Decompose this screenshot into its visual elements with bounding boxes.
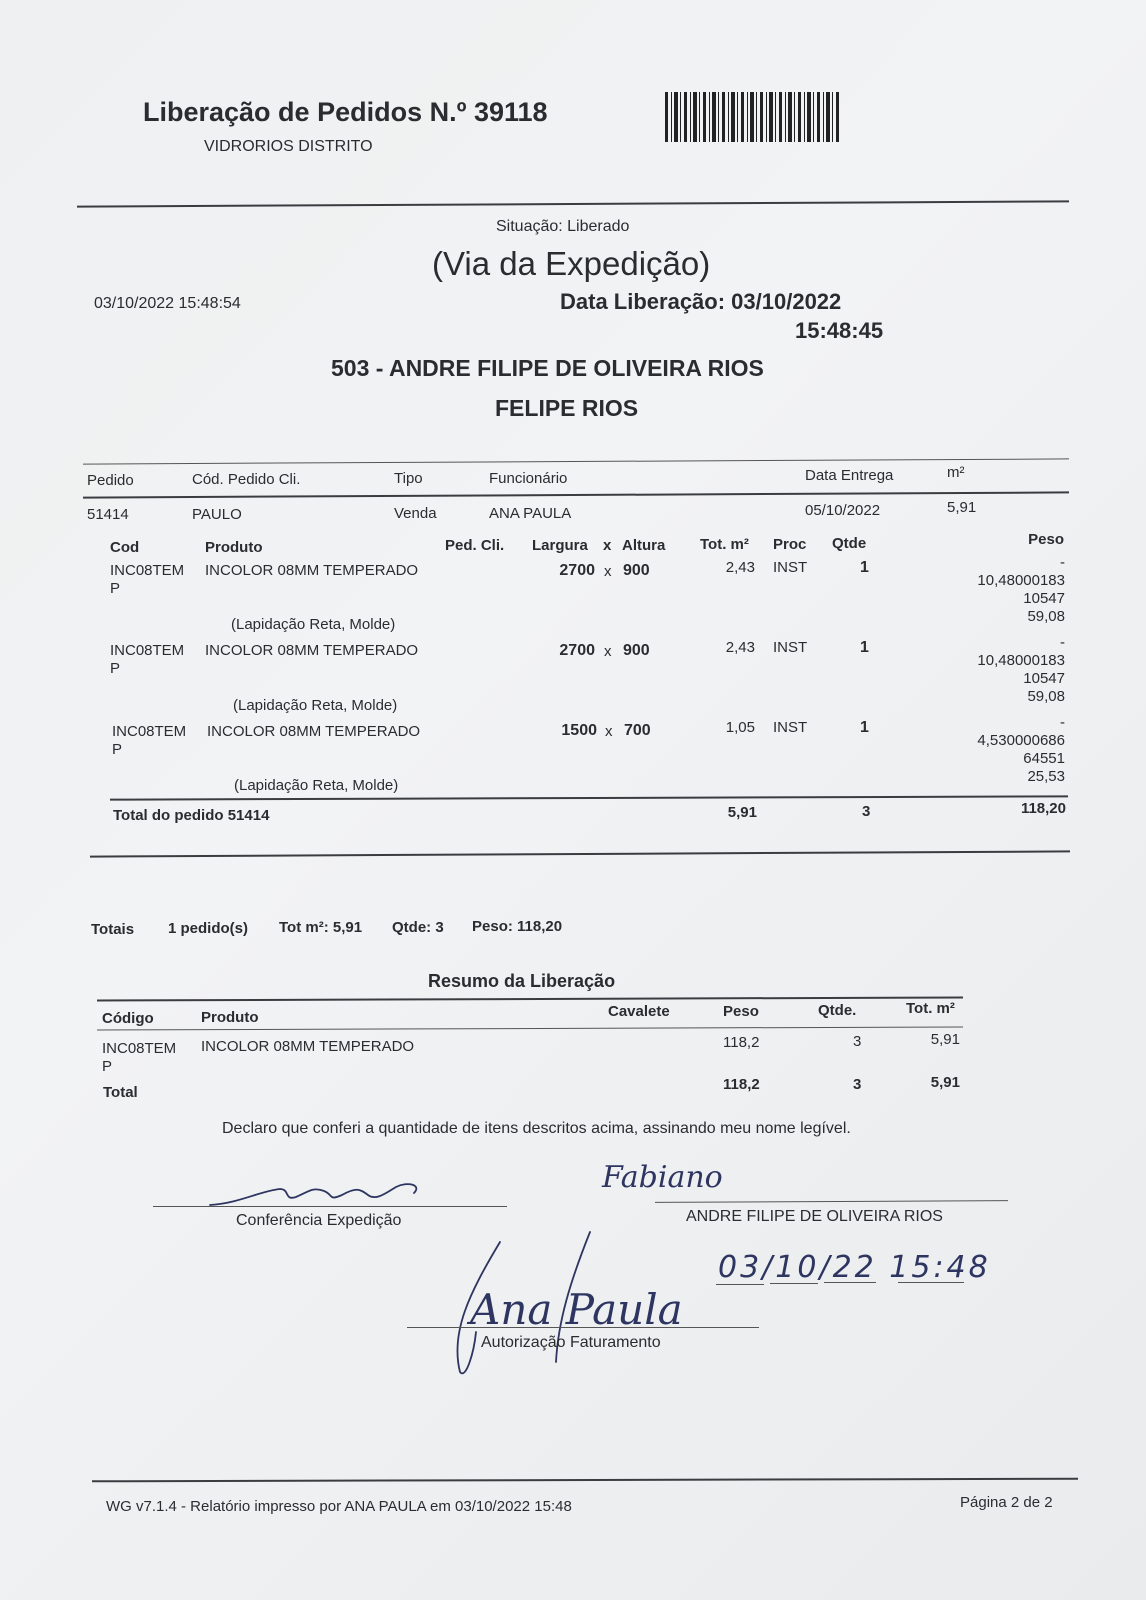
item-cod-cont: P — [112, 741, 123, 758]
summary-title: Resumo da Liberação — [428, 971, 616, 991]
summary-col-codigo: Código — [102, 1010, 154, 1027]
summary-total-label: Total — [103, 1084, 138, 1101]
divider — [83, 491, 1069, 498]
item-peso-cont: 64551 — [1023, 750, 1065, 767]
totals-qtde: Qtde: 3 — [392, 919, 444, 936]
release-date: Data Liberação: 03/10/2022 — [560, 289, 842, 314]
order-m2: 5,91 — [947, 499, 977, 516]
client-short-name: FELIPE RIOS — [495, 395, 639, 421]
cliente-name-label: ANDRE FILIPE DE OLIVEIRA RIOS — [686, 1208, 943, 1225]
totals-m2: Tot m²: 5,91 — [279, 919, 363, 936]
item-proc: INST — [773, 559, 808, 576]
col-funcionario: Funcionário — [489, 470, 568, 487]
conferencia-signature — [200, 1175, 440, 1215]
col-tipo: Tipo — [394, 470, 423, 487]
footer-print-info: WG v7.1.4 - Relatório impresso por ANA PAULA em 03/10/2022 15:48 — [106, 1498, 572, 1515]
summary-total-peso: 118,2 — [723, 1076, 760, 1093]
item-x: x — [604, 563, 612, 580]
barcode — [665, 92, 841, 142]
items-col-proc: Proc — [773, 536, 807, 553]
print-datetime: 03/10/2022 15:48:54 — [94, 295, 241, 312]
items-col-largura: Largura — [532, 537, 588, 554]
item-qtde: 1 — [860, 559, 869, 576]
cliente-signature: Fabiano — [602, 1160, 723, 1195]
item-obs: (Lapidação Reta, Molde) — [231, 616, 396, 633]
item-cod-cont: P — [110, 660, 121, 677]
summary-row-peso: 118,2 — [723, 1034, 760, 1051]
item-proc: INST — [773, 719, 808, 736]
divider — [90, 850, 1070, 857]
items-col-ped-cli: Ped. Cli. — [445, 537, 505, 554]
summary-col-produto: Produto — [201, 1009, 259, 1026]
item-peso-total: 59,08 — [1027, 608, 1065, 625]
date-line — [716, 1284, 764, 1285]
item-produto: INCOLOR 08MM TEMPERADO — [205, 642, 419, 659]
order-total-peso: 118,20 — [1020, 800, 1066, 817]
item-x: x — [605, 723, 613, 740]
order-type: Venda — [394, 505, 437, 522]
items-col-tot-m2: Tot. m² — [700, 536, 749, 553]
item-x: x — [604, 643, 612, 660]
order-total-label: Total do pedido 51414 — [113, 807, 270, 824]
summary-col-m2: Tot. m² — [906, 1000, 955, 1017]
summary-total-m2: 5,91 — [930, 1074, 960, 1091]
status-text: Situação: Liberado — [496, 218, 630, 235]
item-largura: 1500 — [561, 722, 597, 739]
copy-label: (Via da Expedição) — [432, 245, 711, 282]
document-title: Liberação de Pedidos N.º 39118 — [143, 97, 548, 127]
signature-line — [655, 1200, 1008, 1203]
divider — [92, 1478, 1078, 1483]
item-altura: 900 — [623, 562, 650, 579]
col-m2: m² — [947, 464, 965, 481]
items-col-cod: Cod — [110, 539, 140, 556]
totals-label: Totais — [91, 921, 135, 938]
order-number: 51414 — [87, 506, 129, 523]
col-pedido: Pedido — [87, 472, 134, 489]
item-cod: INC08TEM — [110, 562, 185, 579]
item-qtde: 1 — [860, 719, 869, 736]
order-delivery-date: 05/10/2022 — [805, 502, 881, 519]
item-peso: 10,48000183 — [977, 652, 1065, 669]
date-line — [770, 1283, 818, 1284]
item-tot-m2: 2,43 — [725, 559, 755, 576]
item-tot-m2: 2,43 — [725, 639, 755, 656]
item-peso: 10,48000183 — [977, 572, 1065, 589]
items-col-x: x — [603, 537, 612, 554]
order-employee: ANA PAULA — [489, 505, 572, 522]
items-col-altura: Altura — [622, 537, 666, 554]
order-client-code: PAULO — [192, 506, 242, 523]
item-peso-dash: - — [1060, 634, 1065, 651]
declaration-text: Declaro que conferi a quantidade de itens descritos acima, assinando meu nome legível. — [222, 1120, 851, 1137]
item-largura: 2700 — [559, 642, 595, 659]
divider — [97, 1026, 963, 1030]
item-produto: INCOLOR 08MM TEMPERADO — [205, 562, 419, 579]
signature-line — [407, 1327, 759, 1328]
items-col-qtde: Qtde — [832, 535, 867, 552]
summary-row-cod: INC08TEM — [102, 1040, 177, 1057]
order-total-m2: 5,91 — [727, 804, 757, 821]
totals-pedidos: 1 pedido(s) — [168, 920, 249, 937]
summary-col-peso: Peso — [723, 1003, 759, 1020]
item-peso-cont: 10547 — [1023, 670, 1065, 687]
totals-peso: Peso: 118,20 — [472, 918, 563, 935]
item-largura: 2700 — [559, 562, 595, 579]
autorizacao-signature-strokes — [430, 1232, 670, 1382]
summary-col-qtde: Qtde. — [818, 1002, 857, 1019]
summary-row-m2: 5,91 — [930, 1031, 960, 1048]
divider — [97, 996, 963, 1001]
item-produto: INCOLOR 08MM TEMPERADO — [207, 723, 421, 740]
date-line — [898, 1282, 964, 1283]
date-line — [824, 1282, 876, 1283]
col-data-entrega: Data Entrega — [805, 467, 894, 484]
summary-col-cavalete: Cavalete — [608, 1003, 670, 1020]
summary-row-cod-cont: P — [102, 1058, 113, 1075]
footer-page-number: Página 2 de 2 — [960, 1494, 1053, 1511]
item-tot-m2: 1,05 — [725, 719, 755, 736]
summary-row-produto: INCOLOR 08MM TEMPERADO — [201, 1038, 415, 1055]
item-cod: INC08TEM — [110, 642, 185, 659]
items-col-produto: Produto — [205, 539, 263, 556]
item-proc: INST — [773, 639, 808, 656]
item-qtde: 1 — [860, 639, 869, 656]
conferencia-label: Conferência Expedição — [236, 1212, 402, 1229]
signature-line — [153, 1206, 507, 1207]
divider — [83, 458, 1069, 464]
item-altura: 700 — [624, 722, 651, 739]
item-obs: (Lapidação Reta, Molde) — [233, 697, 398, 714]
item-peso-dash: - — [1060, 714, 1065, 731]
client-name: 503 - ANDRE FILIPE DE OLIVEIRA RIOS — [331, 355, 764, 381]
summary-total-qtde: 3 — [853, 1076, 862, 1093]
item-peso: 4,530000686 — [977, 732, 1065, 749]
item-cod: INC08TEM — [112, 723, 187, 740]
item-peso-cont: 10547 — [1023, 590, 1065, 607]
company-name: VIDRORIOS DISTRITO — [204, 138, 373, 155]
col-cod-pedido-cli: Cód. Pedido Cli. — [192, 471, 301, 488]
item-altura: 900 — [623, 642, 650, 659]
items-col-peso: Peso — [1028, 531, 1064, 548]
handwritten-date: 03/10/22 15:48 — [718, 1250, 991, 1285]
autorizacao-label: Autorização Faturamento — [481, 1334, 661, 1351]
divider — [77, 200, 1069, 207]
item-peso-dash: - — [1060, 554, 1065, 571]
summary-row-qtde: 3 — [853, 1033, 862, 1050]
item-obs: (Lapidação Reta, Molde) — [234, 777, 399, 794]
item-peso-total: 25,53 — [1027, 768, 1065, 785]
order-total-qtde: 3 — [862, 803, 871, 820]
item-peso-total: 59,08 — [1027, 688, 1065, 705]
item-cod-cont: P — [110, 580, 121, 597]
divider — [110, 795, 1068, 800]
release-time: 15:48:45 — [795, 318, 884, 343]
autorizacao-signature: Ana Paula — [470, 1285, 683, 1334]
